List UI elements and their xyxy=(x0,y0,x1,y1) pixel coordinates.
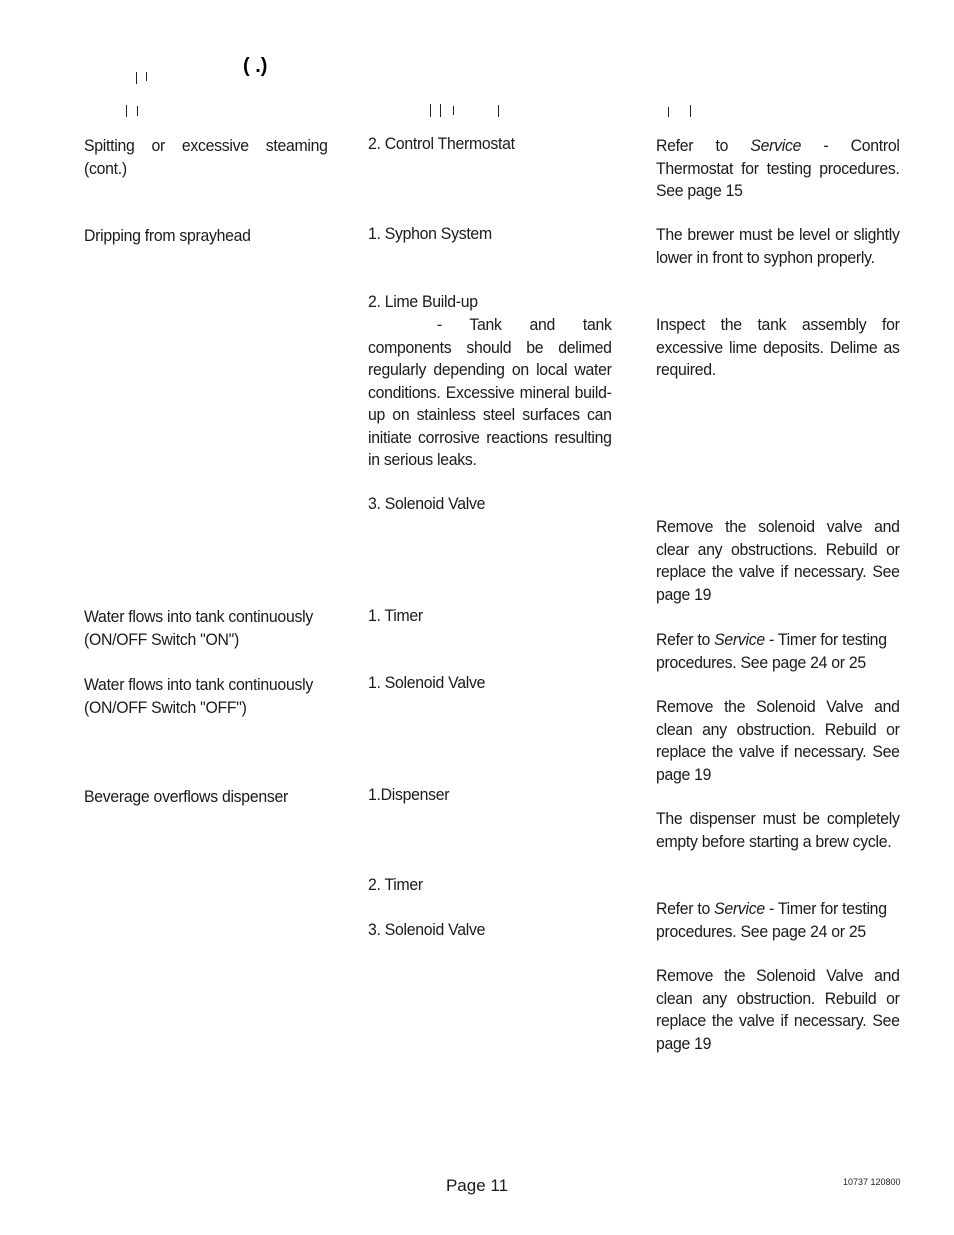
solution-suffix: - Timer for testing procedures. See page 24 or 25 xyxy=(656,899,887,941)
column-header-glyph-mark xyxy=(430,104,431,117)
solution-text: The brewer must be level or slightly lower in front to syphon properly. xyxy=(656,225,900,267)
solution-text xyxy=(656,898,900,943)
solution-prefix: Refer to xyxy=(656,630,715,649)
header-glyph-mark xyxy=(136,72,137,84)
column-header-glyph-mark xyxy=(440,104,441,117)
column-header-glyph-mark xyxy=(126,105,127,117)
solution-text: Remove the Solenoid Valve and clean any obstruction. Rebuild or replace the valve if necessary. See page 19 xyxy=(656,966,900,1053)
cause-text: 1. Solenoid Valve xyxy=(368,673,486,692)
solution-text: Inspect the tank assembly for excessive lime deposits. Delime as required. xyxy=(656,315,900,379)
document-code: 10737 120800 xyxy=(843,1177,901,1187)
solution-suffix: - Timer for testing procedures. See page 24 or 25 xyxy=(656,630,887,672)
cause-text: 1.Dispenser xyxy=(368,785,450,804)
service-emphasis: Service xyxy=(750,136,802,155)
cause-note-text: - Tank and tank components should be delimed regularly depending on local water conditions. Excessive mineral build-up on stainless steel surfaces can initiate corrosive reactions resulting in serious leaks. xyxy=(368,315,612,469)
service-emphasis: Service xyxy=(714,630,765,649)
solution-prefix: Refer to xyxy=(656,136,751,155)
problem-text: Beverage overflows dispenser xyxy=(84,787,288,806)
problem-text: Spitting or excessive steaming (cont.) xyxy=(84,136,328,178)
header-title-fragment: ( .) xyxy=(243,55,268,77)
problem-text: Water flows into tank continuously (ON/OFF Switch "ON") xyxy=(84,607,313,649)
solution-prefix: Refer to xyxy=(656,899,715,918)
column-header-glyph-mark xyxy=(137,106,138,116)
solution-text: The dispenser must be completely empty before starting a brew cycle. xyxy=(656,809,900,851)
solution-text xyxy=(656,629,900,674)
problem-text: Water flows into tank continuously (ON/OFF Switch "OFF") xyxy=(84,675,313,717)
page-number: Page 11 xyxy=(445,1176,509,1195)
header-glyph-mark xyxy=(146,72,147,81)
service-emphasis: Service xyxy=(714,899,765,918)
column-header-glyph-mark xyxy=(453,106,454,115)
solution-text: Remove the solenoid valve and clear any obstructions. Rebuild or replace the valve if necessary. See page 19 xyxy=(656,517,900,604)
solution-text xyxy=(656,135,900,203)
solution-text: Remove the Solenoid Valve and clean any obstruction. Rebuild or replace the valve if necessary. See page 19 xyxy=(656,697,900,784)
cause-text: 2. Lime Build-up xyxy=(368,292,478,311)
cause-text: 2. Control Thermostat xyxy=(368,134,515,153)
column-header-glyph-mark xyxy=(498,105,499,117)
column-header-glyph-mark xyxy=(668,107,669,117)
cause-text: 3. Solenoid Valve xyxy=(368,494,486,513)
cause-text: 1. Timer xyxy=(368,606,423,625)
solution-suffix: - Control Thermostat for testing procedures. See page 15 xyxy=(656,136,900,200)
cause-text: 3. Solenoid Valve xyxy=(368,920,486,939)
problem-text: Dripping from sprayhead xyxy=(84,226,251,245)
cause-text: 2. Timer xyxy=(368,875,423,894)
cause-text: 1. Syphon System xyxy=(368,224,492,243)
column-header-glyph-mark xyxy=(690,105,691,117)
